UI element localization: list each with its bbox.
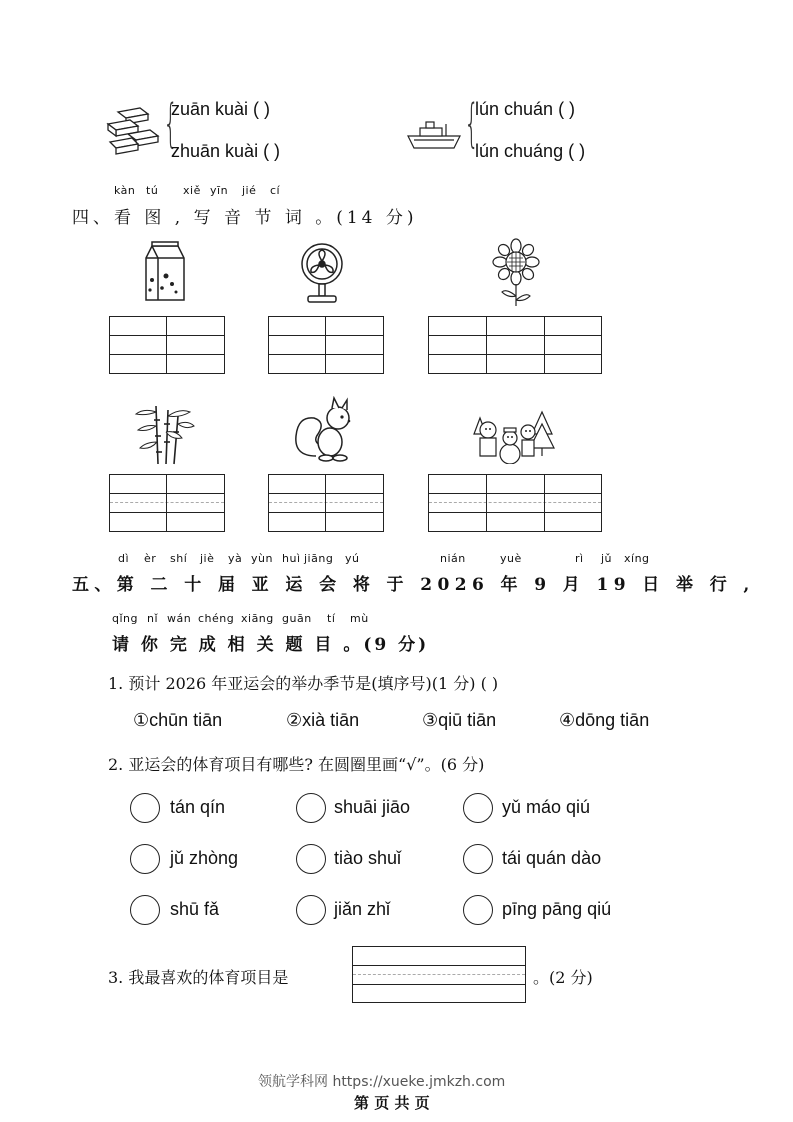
- part4-pinyin-2: tú: [146, 184, 159, 197]
- q3-prefix: 3. 我最喜欢的体育项目是: [108, 968, 289, 987]
- q2-checkbox-3[interactable]: [463, 793, 493, 823]
- p5-pinyin-7: huì: [282, 552, 301, 565]
- q2-checkbox-9[interactable]: [463, 895, 493, 925]
- answer-grid-5[interactable]: [268, 474, 384, 532]
- fan-image: [296, 240, 348, 306]
- part5-intro-line2: 请 你 完 成 相 关 题 目 。(9 分): [112, 635, 430, 655]
- q2-option-7: shū fǎ: [170, 899, 220, 919]
- left-option-1: zuān kuài ( ): [171, 99, 271, 119]
- answer-grid-4[interactable]: [109, 474, 225, 532]
- part4-pinyin-1: kàn: [114, 184, 136, 197]
- milk-carton-image: [138, 240, 190, 304]
- q2-checkbox-5[interactable]: [296, 844, 326, 874]
- bricks-image: [104, 104, 160, 160]
- p5-pinyin-14: xíng: [624, 552, 650, 565]
- part4-pinyin-5: jié: [242, 184, 257, 197]
- right-option-2: lún chuáng ( ): [475, 141, 586, 161]
- q3-suffix: 。(2 分): [533, 968, 593, 987]
- q2-checkbox-7[interactable]: [130, 895, 160, 925]
- right-option-1: lún chuán ( ): [475, 99, 576, 119]
- p5-l2-pinyin-2: nǐ: [147, 612, 159, 625]
- p5-pinyin-3: shí: [170, 552, 188, 565]
- snowman-kids-image: [472, 410, 556, 464]
- q2-option-4: jǔ zhòng: [170, 848, 239, 868]
- p5-pinyin-12: rì: [575, 552, 584, 565]
- q2-checkbox-2[interactable]: [296, 793, 326, 823]
- answer-grid-1[interactable]: [109, 316, 225, 374]
- part4-pinyin-6: cí: [270, 184, 281, 197]
- part4-pinyin-4: yīn: [210, 184, 229, 197]
- p5-l2-pinyin-7: tí: [327, 612, 336, 625]
- q2-checkbox-4[interactable]: [130, 844, 160, 874]
- p5-pinyin-8: jiāng: [304, 552, 334, 565]
- answer-grid-2[interactable]: [268, 316, 384, 374]
- q2-option-8: jiǎn zhǐ: [334, 899, 391, 919]
- answer-grid-6[interactable]: [428, 474, 602, 532]
- p5-l2-pinyin-3: wán: [167, 612, 192, 625]
- left-option-2: zhuān kuài ( ): [171, 141, 281, 161]
- p5-l2-pinyin-5: xiāng: [241, 612, 274, 625]
- q2-checkbox-8[interactable]: [296, 895, 326, 925]
- q2-checkbox-1[interactable]: [130, 793, 160, 823]
- p5-l2-pinyin-6: guān: [282, 612, 312, 625]
- q1-option-3: ③qiū tiān: [422, 710, 497, 730]
- squirrel-image: [292, 396, 356, 464]
- p5-pinyin-13: jǔ: [601, 552, 613, 565]
- q1-option-2: ②xià tiān: [286, 710, 360, 730]
- part4-title: 四、看 图 , 写 音 节 词 。(14 分): [72, 208, 418, 228]
- p5-l2-pinyin-4: chéng: [198, 612, 235, 625]
- q2-option-9: pīng pāng qiú: [502, 899, 612, 919]
- page-number: 第 页 共 页: [354, 1094, 430, 1112]
- watermark: 领航学科网 https://xueke.jmkzh.com: [258, 1074, 506, 1090]
- ship-image: [406, 118, 462, 154]
- p5-l2-pinyin-1: qǐng: [112, 612, 138, 625]
- right-brace: {: [464, 94, 479, 154]
- p5-pinyin-6: yùn: [251, 552, 273, 565]
- left-brace: {: [163, 94, 178, 154]
- part4-pinyin-3: xiě: [183, 184, 201, 197]
- q2-option-6: tái quán dào: [502, 848, 602, 868]
- q2-option-2: shuāi jiāo: [334, 797, 411, 817]
- q3-answer-box[interactable]: [352, 946, 526, 1003]
- p5-pinyin-2: èr: [144, 552, 157, 565]
- p5-pinyin-11: yuè: [500, 552, 522, 565]
- q2-option-3: yǔ máo qiú: [502, 797, 591, 817]
- p5-pinyin-10: nián: [440, 552, 466, 565]
- p5-pinyin-5: yà: [228, 552, 243, 565]
- q2-text: 2. 亚运会的体育项目有哪些? 在圆圈里画“√”。(6 分): [108, 755, 485, 774]
- q2-option-5: tiào shuǐ: [334, 848, 402, 868]
- p5-pinyin-4: jiè: [200, 552, 215, 565]
- sunflower-image: [490, 238, 542, 308]
- answer-grid-3[interactable]: [428, 316, 602, 374]
- q1-text: 1. 预计 2026 年亚运会的举办季节是(填序号)(1 分) ( ): [108, 674, 499, 693]
- p5-l2-pinyin-8: mù: [350, 612, 369, 625]
- p5-pinyin-9: yú: [345, 552, 360, 565]
- q1-option-1: ①chūn tiān: [133, 710, 223, 730]
- q2-checkbox-6[interactable]: [463, 844, 493, 874]
- part5-intro-line1: 五、第 二 十 届 亚 运 会 将 于 2026 年 9 月 19 日 举 行 ,: [72, 575, 755, 595]
- q1-option-4: ④dōng tiān: [559, 710, 650, 730]
- p5-pinyin-1: dì: [118, 552, 130, 565]
- q2-option-1: tán qín: [170, 797, 226, 817]
- bamboo-image: [132, 402, 196, 466]
